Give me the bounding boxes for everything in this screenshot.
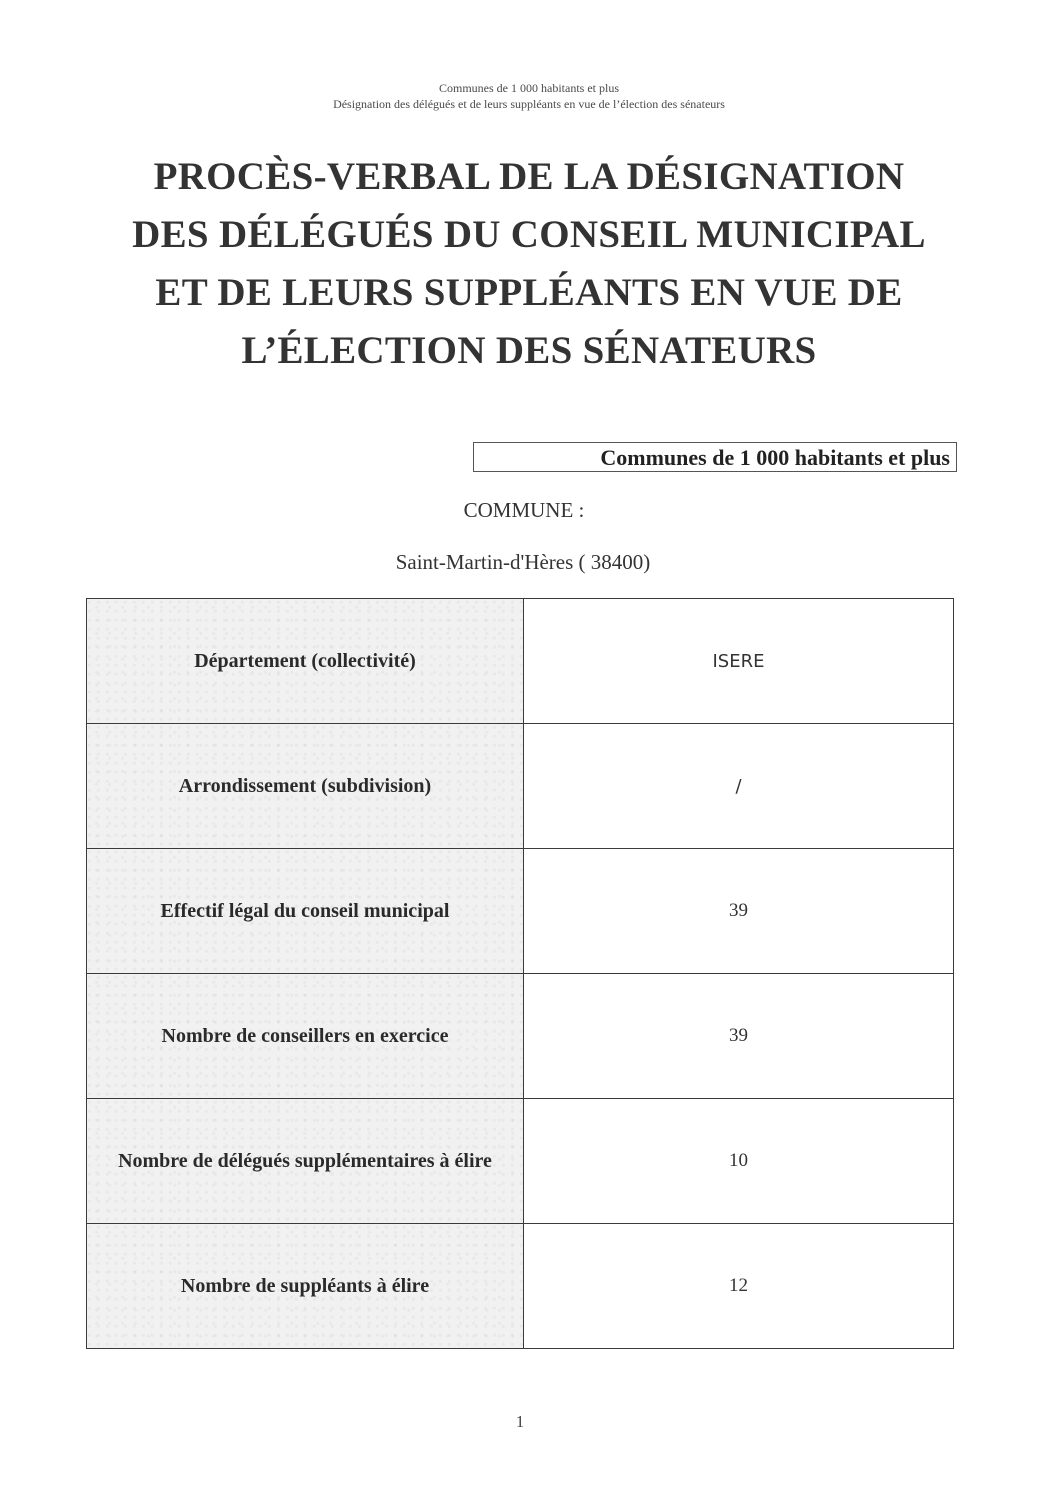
commune-label: COMMUNE : xyxy=(463,498,585,522)
table-row-departement xyxy=(87,599,954,724)
table-row-delegues-supplementaires xyxy=(87,1099,954,1224)
row-label: Arrondissement (subdivision) xyxy=(87,724,524,849)
table-row-suppleants xyxy=(87,1224,954,1349)
page-number: 1 xyxy=(515,1412,525,1431)
row-label: Département (collectivité) xyxy=(87,599,524,724)
row-label: Nombre de délégués supplémentaires à élire xyxy=(87,1099,524,1224)
table-row-effectif-legal xyxy=(87,849,954,974)
row-value: 39 xyxy=(524,974,954,1099)
row-label: Nombre de suppléants à élire xyxy=(87,1224,524,1349)
header-line-2: Désignation des délégués et de leurs suppléants en vue de l’élection des sénateurs xyxy=(333,97,725,111)
row-value: ISERE xyxy=(524,599,954,724)
commune-name: Saint-Martin-d'Hères ( 38400) xyxy=(395,550,651,574)
table-row-conseillers-exercice xyxy=(87,974,954,1099)
row-value: 39 xyxy=(524,849,954,974)
header-line-1: Communes de 1 000 habitants et plus xyxy=(439,81,619,95)
row-value: 12 xyxy=(524,1224,954,1349)
info-table xyxy=(86,598,954,1349)
document-title xyxy=(60,148,998,380)
title-line-3: ET DE LEURS SUPPLÉANTS EN VUE DE xyxy=(155,271,903,314)
row-value: / xyxy=(524,724,954,849)
row-value: 10 xyxy=(524,1099,954,1224)
title-line-4: L’ÉLECTION DES SÉNATEURS xyxy=(241,329,817,372)
row-label: Nombre de conseillers en exercice xyxy=(87,974,524,1099)
row-label: Effectif légal du conseil municipal xyxy=(87,849,524,974)
title-line-2: DES DÉLÉGUÉS DU CONSEIL MUNICIPAL xyxy=(132,213,926,256)
table-row-arrondissement xyxy=(87,724,954,849)
category-box: Communes de 1 000 habitants et plus xyxy=(473,442,957,472)
title-line-1: PROCÈS-VERBAL DE LA DÉSIGNATION xyxy=(153,155,905,198)
